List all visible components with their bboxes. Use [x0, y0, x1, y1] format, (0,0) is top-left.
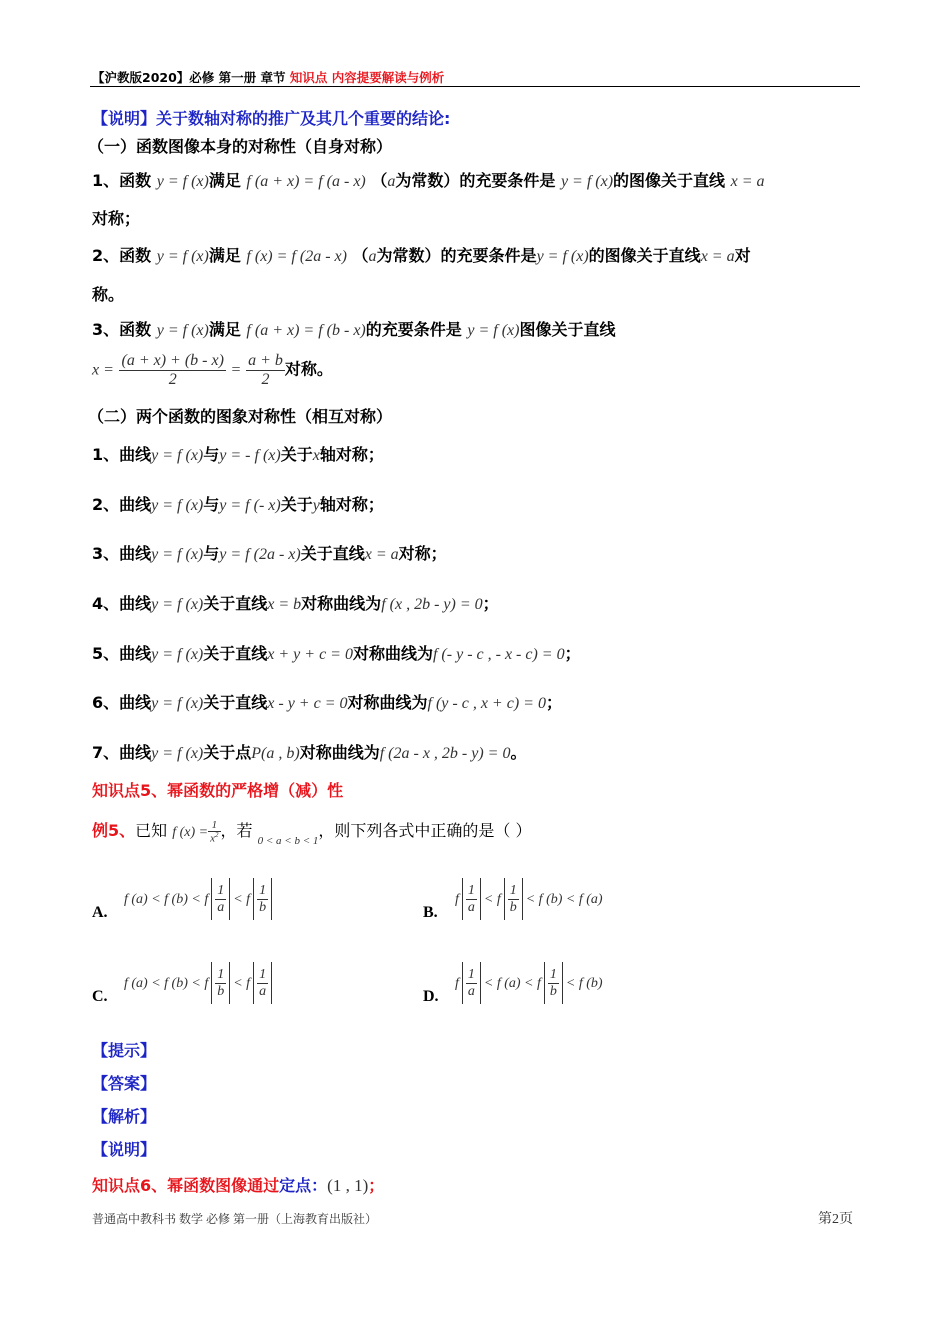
- section2-item: [92, 591, 499, 614]
- item1-a: a: [387, 173, 396, 190]
- paren-fraction: [253, 962, 272, 1004]
- fraction-den: b: [509, 899, 517, 915]
- item3-prefix: 3、函数: [92, 320, 152, 339]
- item-target: x + y + c = 0: [267, 646, 353, 663]
- left-bar: [462, 878, 463, 920]
- left-bar: [211, 878, 212, 920]
- item3-cond: f (a + x) = f (b - x): [246, 322, 366, 339]
- option-a[interactable]: [92, 878, 275, 920]
- right-bar: [480, 878, 481, 920]
- kp6-point: (1 , 1): [327, 1176, 369, 1195]
- kp5-red: 知识点5、幂函数的: [92, 781, 232, 800]
- footer-left: 普通高中教科书 数学 必修 第一册（上海教育出版社）: [92, 1212, 378, 1226]
- item3-func: y = f (x): [156, 322, 209, 339]
- option-expr-start: f (a) < f (b) < f: [124, 976, 209, 991]
- fraction: [508, 883, 519, 915]
- item3-den2: 2: [246, 370, 285, 389]
- fraction: [215, 883, 226, 915]
- footer-right: 第2页: [818, 1212, 853, 1227]
- item-curve: y = f (x): [151, 745, 204, 762]
- item1-satisfy: 满足: [208, 171, 241, 190]
- example5-given: 已知: [135, 821, 168, 840]
- left-bar: [253, 962, 254, 1004]
- item-number: 4、曲线: [92, 594, 152, 613]
- item-number: 2、曲线: [92, 495, 152, 514]
- section2-item: [92, 492, 384, 515]
- kp5-tail: 性: [327, 781, 344, 800]
- option-expr-start: f: [455, 976, 459, 991]
- fraction-num: 1: [467, 883, 475, 899]
- left-bar: [211, 962, 212, 1004]
- paren-fraction: [504, 878, 523, 920]
- section2-item: [92, 442, 384, 465]
- item-about: 对称曲线为: [299, 743, 380, 762]
- item3-den1: 2: [119, 370, 225, 389]
- section1-item2: [92, 243, 751, 266]
- item-relation: 关于直线: [203, 644, 268, 663]
- item-target: y = f (2a - x): [219, 546, 301, 563]
- item-tail: 。: [510, 743, 527, 762]
- item-about: 对称曲线为: [347, 693, 428, 712]
- item-relation: 关于点: [203, 743, 252, 762]
- item-number: 5、曲线: [92, 644, 152, 663]
- fraction: [257, 883, 268, 915]
- item3-num1: (a + x) + (b - x): [121, 352, 224, 369]
- item1-cond: f (a + x) = f (a - x): [246, 173, 366, 190]
- item2-prefix: 2、函数: [92, 246, 152, 265]
- intro-text: 【说明】关于数轴对称的推广及其几个重要的结论:: [92, 109, 451, 128]
- item-curve: y = f (x): [151, 447, 204, 464]
- fraction-num: 1: [217, 883, 225, 899]
- right-bar: [480, 962, 481, 1004]
- item-number: 1、曲线: [92, 445, 152, 464]
- item1-prefix: 1、函数: [92, 171, 152, 190]
- kp6-colon: ：: [311, 1176, 328, 1195]
- option-label: D.: [423, 988, 439, 1005]
- item-number: 7、曲线: [92, 743, 152, 762]
- item1-line: x = a: [730, 173, 765, 190]
- kp6-red: 知识点6、幂函数图像通过: [92, 1176, 280, 1195]
- analysis-label: 【解析】: [92, 1107, 157, 1126]
- item-number: 3、曲线: [92, 544, 152, 563]
- left-bar: [504, 878, 505, 920]
- item-tail: 对称；: [398, 544, 447, 563]
- item1-img: 的图像关于直线: [613, 171, 726, 190]
- item3-frac1: [119, 352, 225, 388]
- item2-paren: （: [352, 246, 369, 265]
- paren-fraction: [253, 878, 272, 920]
- right-bar: [271, 962, 272, 1004]
- paren-fraction: [211, 878, 230, 920]
- header-rule: [90, 86, 860, 87]
- fraction-num: 1: [467, 967, 475, 983]
- item3-formula: [92, 352, 333, 388]
- item-about: 关于直线: [300, 544, 365, 563]
- option-expr-end: < f (b) < f (a): [525, 892, 603, 907]
- kp5-blue: 严格增（减）: [231, 781, 328, 800]
- fraction-num: 1: [217, 967, 225, 983]
- item1-func2: y = f (x): [560, 173, 614, 190]
- item2-cond: f (x) = f (2a - x): [246, 248, 347, 265]
- paren-fraction: [211, 962, 230, 1004]
- right-bar: [562, 962, 563, 1004]
- item2-satisfy: 满足: [208, 246, 241, 265]
- fraction-num: 1: [549, 967, 557, 983]
- option-expr-end: < f (b): [565, 976, 603, 991]
- fraction-num: 1: [509, 883, 517, 899]
- item-tail: 轴对称；: [319, 445, 384, 464]
- paren-fraction: [544, 962, 563, 1004]
- section2-item: [92, 740, 527, 763]
- item-target: x = b: [267, 596, 302, 613]
- item2-const: 为常数）的充要条件是: [376, 246, 537, 265]
- section1-item1: [92, 168, 765, 191]
- fraction: [466, 967, 477, 999]
- fraction: [215, 967, 226, 999]
- item2-func: y = f (x): [156, 248, 209, 265]
- section2-item: [92, 641, 581, 664]
- fraction-den: a: [467, 899, 475, 915]
- kp6-heading: [92, 1173, 384, 1196]
- item1-tail: 对称；: [92, 209, 141, 228]
- item3-lhs: x =: [92, 361, 114, 379]
- example5-num: 1: [211, 818, 218, 831]
- example5-frac: [208, 819, 220, 845]
- left-bar: [253, 878, 254, 920]
- item3-num2: a + b: [248, 352, 283, 369]
- kp6-blue: 定点: [279, 1176, 312, 1195]
- item-about: 对称曲线为: [352, 644, 433, 663]
- left-bar: [544, 962, 545, 1004]
- item-target: y = - f (x): [219, 447, 281, 464]
- item2-img: 的图像关于直线: [588, 246, 701, 265]
- option-expr-mid: < f: [483, 892, 501, 907]
- item3-frac2: [246, 352, 285, 388]
- example5-cond: 0 < a < b < 1: [257, 835, 319, 847]
- section2-item: [92, 541, 447, 564]
- fraction-den: a: [217, 899, 225, 915]
- option-c[interactable]: [92, 962, 275, 1004]
- option-expr-mid: < f: [233, 976, 251, 991]
- fraction-den: a: [467, 983, 475, 999]
- item-target: x - y + c = 0: [267, 695, 348, 712]
- item-target: y = f (- x): [219, 497, 281, 514]
- paren-fraction: [462, 962, 481, 1004]
- item-curve: y = f (x): [151, 646, 204, 663]
- option-label: A.: [92, 904, 108, 921]
- option-expr-start: f: [455, 892, 459, 907]
- item2-tail: 称。: [92, 285, 125, 304]
- option-expr-start: f (a) < f (b) < f: [124, 892, 209, 907]
- answer-label: 【答案】: [92, 1074, 157, 1093]
- section1-item3: [92, 317, 615, 340]
- intro-note: [92, 106, 450, 129]
- item-relation: 关于直线: [203, 594, 268, 613]
- item2-line: x = a: [700, 248, 735, 265]
- item-expr: f (- y - c , - x - c) = 0: [432, 646, 565, 663]
- option-expr-mid: < f: [233, 892, 251, 907]
- fraction-den: a: [259, 983, 267, 999]
- example5-fx: f (x) =: [172, 825, 209, 840]
- item1-func: y = f (x): [156, 173, 209, 190]
- item-tail: ；: [564, 644, 581, 663]
- fraction: [548, 967, 559, 999]
- right-bar: [229, 878, 230, 920]
- section2-title: （二）两个函数的图象对称性（相互对称）: [88, 407, 393, 426]
- fraction: [466, 883, 477, 915]
- example5-den-x: x: [210, 832, 216, 845]
- item2-a: a: [368, 248, 377, 265]
- section1-title: （一）函数图像本身的对称性（自身对称）: [88, 137, 393, 156]
- item-expr: y: [312, 497, 320, 514]
- item-tail: ；: [482, 594, 499, 613]
- kp6-semi: ；: [368, 1176, 385, 1195]
- fraction: [257, 967, 268, 999]
- item3-img: 图像关于直线: [519, 320, 616, 339]
- item-expr: x = a: [364, 546, 399, 563]
- header-suffix: 内容提要解读与例析: [327, 70, 445, 85]
- left-bar: [462, 962, 463, 1004]
- right-bar: [522, 878, 523, 920]
- fraction-num: 1: [259, 967, 267, 983]
- item-relation: 与: [203, 544, 220, 563]
- item-tail: ；: [545, 693, 562, 712]
- item3-func2: y = f (x): [467, 322, 520, 339]
- page-header: [92, 68, 444, 86]
- header-prefix: 【沪教版2020】必修 第一册 章节: [92, 70, 290, 85]
- item-curve: y = f (x): [151, 596, 204, 613]
- item-expr: f (y - c , x + c) = 0: [427, 695, 546, 712]
- option-b[interactable]: [423, 878, 603, 920]
- item-expr: f (x , 2b - y) = 0: [381, 596, 483, 613]
- option-label: C.: [92, 988, 108, 1005]
- item3-tail: 对称。: [284, 359, 333, 379]
- item-number: 6、曲线: [92, 693, 152, 712]
- kp5-heading: [92, 778, 343, 801]
- note-label: 【说明】: [92, 1140, 157, 1159]
- item-about: 对称曲线为: [301, 594, 382, 613]
- fraction-den: b: [259, 899, 267, 915]
- example5-if: ，若: [220, 821, 253, 840]
- item1-const: 为常数）的充要条件是: [395, 171, 556, 190]
- item2-sym: 对: [734, 246, 751, 265]
- item-curve: y = f (x): [151, 546, 204, 563]
- option-d[interactable]: [423, 962, 603, 1004]
- item-curve: y = f (x): [151, 497, 204, 514]
- item-about: 关于: [280, 495, 313, 514]
- fraction-num: 1: [259, 883, 267, 899]
- hint-label: 【提示】: [92, 1041, 157, 1060]
- item3-const: 的充要条件是: [365, 320, 462, 339]
- paren-fraction: [462, 878, 481, 920]
- item-relation: 关于直线: [203, 693, 268, 712]
- item3-satisfy: 满足: [208, 320, 241, 339]
- item2-func2: y = f (x): [536, 248, 589, 265]
- item-about: 关于: [280, 445, 313, 464]
- item3-eq: =: [231, 361, 241, 379]
- fraction-den: b: [217, 983, 225, 999]
- item-tail: 轴对称；: [319, 495, 384, 514]
- item-target: P(a , b): [251, 745, 300, 762]
- item-expr: x: [312, 447, 320, 464]
- example5: [92, 818, 532, 847]
- example5-ask: ，则下列各式中正确的是（ ）: [318, 821, 532, 840]
- option-label: B.: [423, 904, 438, 921]
- item1-paren: （: [371, 171, 388, 190]
- item-curve: y = f (x): [151, 695, 204, 712]
- fraction-den: b: [549, 983, 557, 999]
- item-expr: f (2a - x , 2b - y) = 0: [379, 745, 511, 762]
- example5-label: 例5、: [92, 821, 136, 840]
- item-relation: 与: [203, 445, 220, 464]
- section2-item: [92, 690, 562, 713]
- header-red: 知识点: [289, 70, 328, 85]
- example5-den: [208, 831, 220, 845]
- example5-exp: 2: [215, 830, 219, 839]
- right-bar: [271, 878, 272, 920]
- item-relation: 与: [203, 495, 220, 514]
- right-bar: [229, 962, 230, 1004]
- option-expr-mid: < f (a) < f: [483, 976, 541, 991]
